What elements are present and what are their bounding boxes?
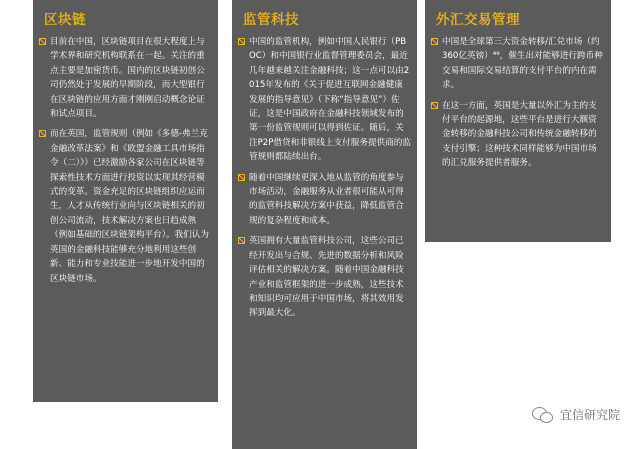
- wechat-icon: [532, 407, 554, 423]
- paragraph-text: 目前在中国，区块链项目在很大程度上与学术界和研究机构联系在一起。关注的重点主要是加密货币。国内的区块链初创公司仍然处于发展的早期阶段，而大型银行在区块链的应用方面才刚刚启动概念论证和试点项目。: [50, 37, 205, 120]
- checkbox-mark-icon: [431, 102, 438, 109]
- panel-title: 区块链: [44, 12, 86, 28]
- paragraph: [238, 234, 411, 320]
- paragraph-text: 在这一方面，英国是大量以外汇为主的支付平台的起源地，这些平台是进行大额资金转移的金融科技公司和传统金融转移的支付引擎；这种技术同样能够为中国市场的汇兑服务提供者服务。: [442, 100, 597, 169]
- panel-title: 外汇交易管理: [436, 12, 520, 28]
- paragraph-text: 中国是全球第三大资金转移/汇兑市场（约360亿英镑）⁴⁹，催生出对能够进行跨币种交易和国际交易结算的支付平台的内在需求。: [442, 37, 603, 91]
- panel-fx-management: [425, 0, 611, 242]
- paragraph: [39, 127, 212, 285]
- checkbox-mark-icon: [238, 38, 245, 45]
- panel-blockchain: [33, 0, 218, 402]
- paragraph: [431, 35, 605, 93]
- paragraph: [39, 35, 212, 121]
- checkbox-mark-icon: [431, 38, 438, 45]
- watermark: [532, 406, 620, 423]
- paragraph: [431, 99, 605, 171]
- panel-title: 监管科技: [243, 12, 299, 28]
- paragraph-text: 随着中国继续更深入地从监管的角度参与市场活动，金融服务从业者很可能从可得的监管科技解决方案中获益，降低监管合规的复杂程度和成本。: [249, 172, 404, 226]
- checkbox-mark-icon: [238, 237, 245, 244]
- paragraph-text: 英国拥有大量监管科技公司，这些公司已经开发出与合规、先进的数据分析和风险评估相关的解决方案。随着中国金融科技产业和监管框架的进一步成熟，这些技术和知识均可应用于中国市场，将其效用发挥到最大化。: [249, 236, 404, 319]
- paragraph-text: 而在英国，监管规则（例如《多德-弗兰克金融改革法案》和《欧盟金融工具市场指令（二）》）已经激励各家公司在区块链等探索性技术方面进行投资以实现其经营模式的变革。资金充足的区块链组织应运而生，人才从传统行业向与区块链相关的初创公司流动，技术解决方案也日趋成熟（例如基础的区块链架构平台）。我们认为英国的金融科技能够充分地利用这些创新、能力和专业技能进一步地开发中国的区块链市场。: [50, 129, 209, 284]
- paragraph-text: 中国的监管机构，例如中国人民银行（PBOC）和中国银行业监督管理委员会，最近几年越来越关注金融科技；这一点可以由2015年发布的《关于促进互联网金融健康发展的指导意见》（下称“指导意见”）佐证，这是中国政府在金融科技领域发布的第一份监管规则可以得到佐证。随后，关注P2P借贷和非银线上支付服务提供商的监管规则都陆续出台。: [249, 37, 411, 163]
- checkbox-mark-icon: [238, 174, 245, 181]
- watermark-text: 宜信研究院: [559, 408, 620, 422]
- paragraph: [238, 171, 411, 229]
- checkbox-mark-icon: [39, 130, 46, 137]
- panel-regtech: [232, 0, 417, 449]
- paragraph: [238, 35, 411, 165]
- checkbox-mark-icon: [39, 38, 46, 45]
